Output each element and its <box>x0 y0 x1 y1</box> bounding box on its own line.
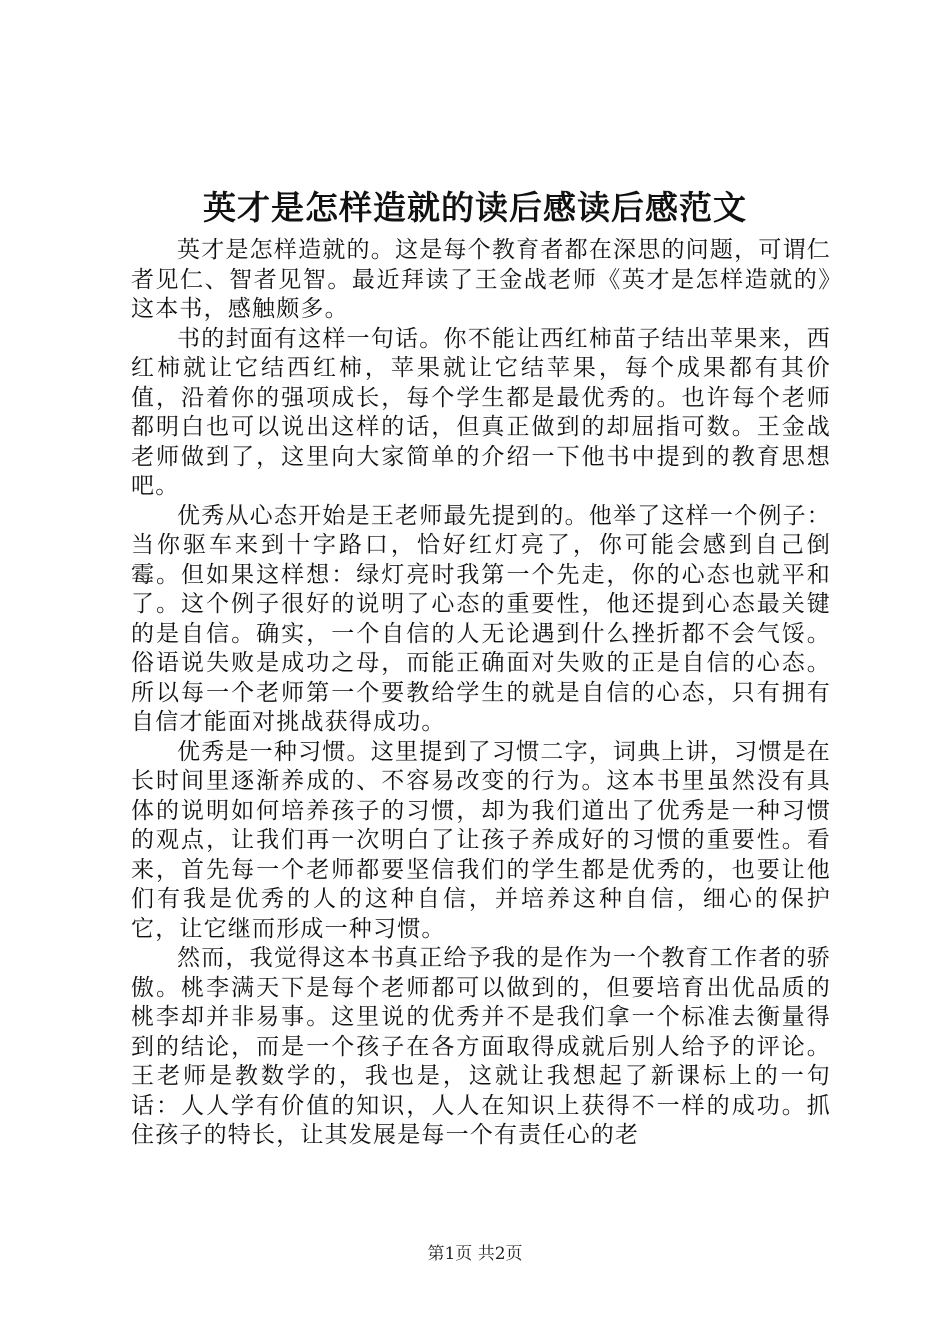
paragraph-5: 然而，我觉得这本书真正给予我的是作为一个教育工作者的骄傲。桃李满天下是每个老师都可以做到的，但要培育出优品质的桃李却并非易事。这里说的优秀并不是我们拿一个标准去衡量得到的结论，而是一个孩子在各方面取得成就后别人给予的评论。王老师是教数学的，我也是，这就让我想起了新课标上的一句话：人人学有价值的知识，人人在知识上获得不一样的成功。抓住孩子的特长，让其发展是每一个有责任心的老 <box>131 945 831 1148</box>
page-number-footer: 第1页 共2页 <box>427 1244 523 1264</box>
paragraph-2: 书的封面有这样一句话。你不能让西红柿苗子结出苹果来，西红柿就让它结西红柿，苹果就让它结苹果，每个成果都有其价值，沿着你的强项成长，每个学生都是最优秀的。也许每个老师都明白也可以说出这样的话，但真正做到的却屈指可数。王金战老师做到了，这里向大家简单的介绍一下他书中提到的教育思想吧。 <box>131 325 831 499</box>
paragraph-3: 优秀从心态开始是王老师最先提到的。他举了这样一个例子：当你驱车来到十字路口，恰好红灯亮了，你可能会感到自己倒霉。但如果这样想：绿灯亮时我第一个先走，你的心态也就平和了。这个例子很好的说明了心态的重要性，他还提到心态最关键的是自信。确实，一个自信的人无论遇到什么挫折都不会气馁。俗语说失败是成功之母，而能正确面对失败的正是自信的心态。所以每一个老师第一个要教给学生的就是自信的心态，只有拥有自信才能面对挑战获得成功。 <box>131 502 831 735</box>
paragraph-4: 优秀是一种习惯。这里提到了习惯二字，词典上讲，习惯是在长时间里逐渐养成的、不容易改变的行为。这本书里虽然没有具体的说明如何培养孩子的习惯，却为我们道出了优秀是一种习惯的观点，让我们再一次明白了让孩子养成好的习惯的重要性。看来，首先每一个老师都要坚信我们的学生都是优秀的，也要让他们有我是优秀的人的这种自信，并培养这种自信，细心的保护它，让它继而形成一种习惯。 <box>131 738 831 942</box>
document-body <box>131 236 831 1151</box>
paragraph-1: 英才是怎样造就的。这是每个教育者都在深思的问题，可谓仁者见仁、智者见智。最近拜读了王金战老师《英才是怎样造就的》这本书，感触颇多。 <box>131 237 831 322</box>
document-title: 英才是怎样造就的读后感读后感范文 <box>203 188 747 227</box>
